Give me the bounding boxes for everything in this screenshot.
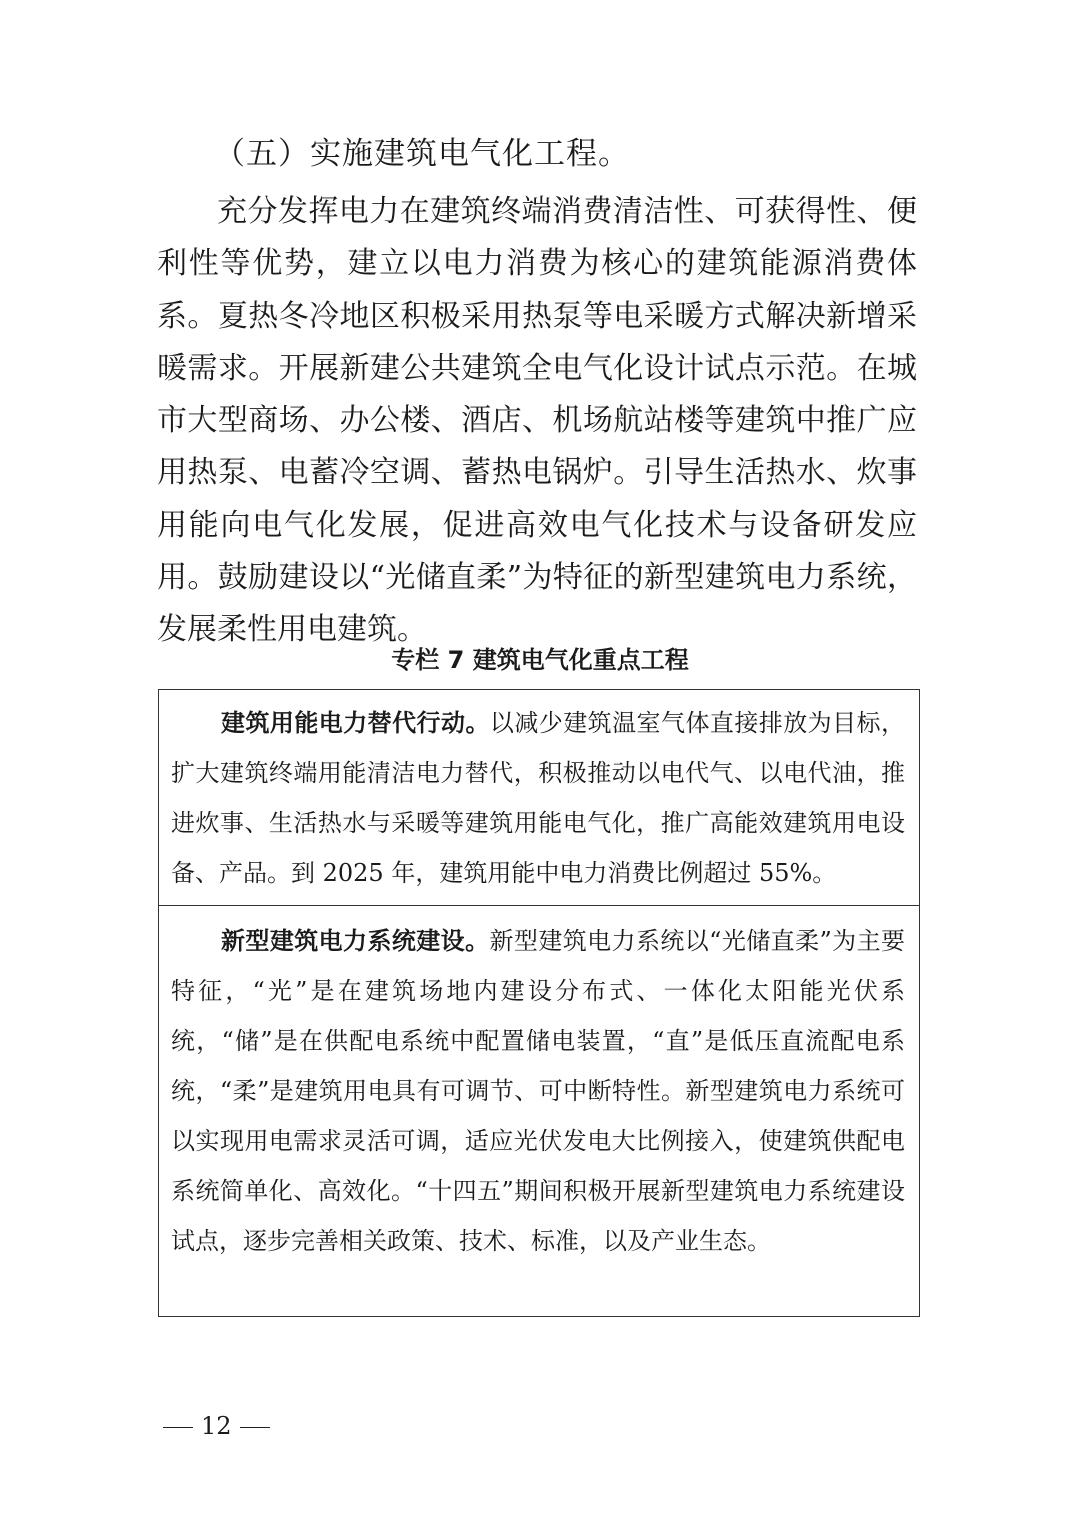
box-row-lead: 新型建筑电力系统建设。 bbox=[221, 927, 490, 955]
box-row-paragraph bbox=[171, 698, 905, 898]
page-number-dash-left bbox=[163, 1427, 193, 1428]
box-row-paragraph bbox=[171, 916, 905, 1266]
page-number-dash-right bbox=[240, 1427, 270, 1428]
section-heading: （五）实施建筑电气化工程。 bbox=[214, 136, 630, 172]
box-row-text: 新型建筑电力系统以“光储直柔”为主要特征，“光”是在建筑场地内建设分布式、一体化太阳能光伏系统，“储”是在供配电系统中配置储电装置，“直”是低压直流配电系统，“柔”是建筑用电具有可调节、可中断特性。新型建筑电力系统可以实现用电需求灵活可调，适应光伏发电大比例接入，使建筑供配电系统简单化、高效化。“十四五”期间积极开展新型建筑电力系统建设试点，逐步完善相关政策、技术、标准，以及产业生态。 bbox=[171, 927, 905, 1255]
box-row-electric-substitution bbox=[159, 690, 919, 906]
section-paragraph: 充分发挥电力在建筑终端消费清洁性、可获得性、便利性等优势，建立以电力消费为核心的建筑能源消费体系。夏热冬冷地区积极采用热泵等电采暖方式解决新增采暖需求。开展新建公共建筑全电气化设计试点示范。在城市大型商场、办公楼、酒店、机场航站楼等建筑中推广应用热泵、电蓄冷空调、蓄热电锅炉。引导生活热水、炊事用能向电气化发展，促进高效电气化技术与设备研发应用。鼓励建设以“光储直柔”为特征的新型建筑电力系统，发展柔性用电建筑。 bbox=[157, 194, 917, 648]
page-number-value: 12 bbox=[201, 1412, 232, 1440]
box-row-lead: 建筑用能电力替代行动。 bbox=[221, 709, 490, 737]
box-row-text: 以减少建筑温室气体直接排放为目标，扩大建筑终端用能清洁电力替代，积极推动以电代气、以电代油，推进炊事、生活热水与采暖等建筑用能电气化，推广高能效建筑用电设备、产品。到 2025 年，建筑用能中电力消费比例超过 55%。 bbox=[171, 709, 906, 887]
page-number bbox=[155, 1406, 278, 1446]
box-title: 专栏 7 建筑电气化重点工程 bbox=[391, 646, 689, 674]
box-table bbox=[158, 689, 920, 1317]
box-row-new-power-system bbox=[159, 906, 919, 1316]
